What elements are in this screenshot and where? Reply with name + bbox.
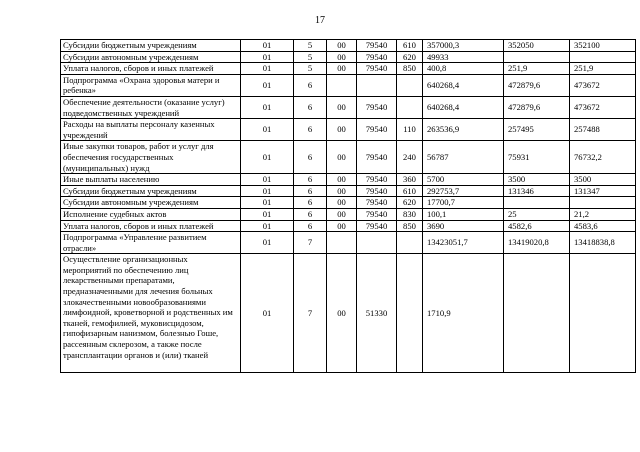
row-y2 [504,197,570,209]
row-cs: 79540 [357,197,397,209]
table-row [61,63,636,75]
row-y1: 640268,4 [423,96,504,118]
row-y3: 473672 [570,74,636,96]
row-vr [397,254,423,373]
row-y1: 100,1 [423,208,504,220]
row-y2: 352050 [504,40,570,52]
row-vr [397,232,423,254]
row-name: Субсидии бюджетным учреждениям [61,185,241,197]
row-y1: 357000,3 [423,40,504,52]
row-rz: 01 [241,174,294,186]
row-pp: 00 [327,141,357,174]
row-name: Подпрограмма «Управление развитием отрасли» [61,232,241,254]
row-y1: 263536,9 [423,119,504,141]
table-row [61,232,636,254]
row-y3: 257488 [570,119,636,141]
row-pr: 6 [294,74,327,96]
row-y3 [570,51,636,63]
row-cs [357,232,397,254]
row-rz: 01 [241,220,294,232]
row-rz: 01 [241,197,294,209]
row-cs: 79540 [357,174,397,186]
row-pr: 6 [294,185,327,197]
row-rz: 01 [241,119,294,141]
row-vr: 110 [397,119,423,141]
row-pr: 6 [294,141,327,174]
row-rz: 01 [241,254,294,373]
row-vr: 360 [397,174,423,186]
row-name: Расходы на выплаты персоналу казенных учреждений [61,119,241,141]
row-cs: 79540 [357,63,397,75]
row-cs: 79540 [357,51,397,63]
row-y2: 131346 [504,185,570,197]
row-pr: 5 [294,40,327,52]
row-pr: 5 [294,51,327,63]
row-pp: 00 [327,208,357,220]
row-y3 [570,197,636,209]
row-y3: 131347 [570,185,636,197]
row-pp: 00 [327,220,357,232]
row-y1: 17700,7 [423,197,504,209]
row-pr: 5 [294,63,327,75]
row-name: Иные выплаты населению [61,174,241,186]
row-y3: 21,2 [570,208,636,220]
row-y3: 13418838,8 [570,232,636,254]
table-row [61,208,636,220]
row-y2: 4582,6 [504,220,570,232]
row-y3 [570,254,636,373]
table-row [61,119,636,141]
row-vr: 610 [397,185,423,197]
row-vr: 830 [397,208,423,220]
row-pr: 7 [294,232,327,254]
table-row [61,220,636,232]
row-y2 [504,254,570,373]
row-cs [357,74,397,96]
row-name: Уплата налогов, сборов и иных платежей [61,63,241,75]
row-y2: 472879,6 [504,74,570,96]
row-name: Иные закупки товаров, работ и услуг для обеспечения государственных (муниципальных) нужд [61,141,241,174]
row-y1: 640268,4 [423,74,504,96]
row-y2 [504,51,570,63]
row-y1: 49933 [423,51,504,63]
row-cs: 51330 [357,254,397,373]
row-name: Субсидии автономным учреждениям [61,197,241,209]
row-name: Подпрограмма «Охрана здоровья матери и ребенка» [61,74,241,96]
row-cs: 79540 [357,141,397,174]
row-cs: 79540 [357,220,397,232]
row-rz: 01 [241,232,294,254]
row-y3: 352100 [570,40,636,52]
row-y1: 13423051,7 [423,232,504,254]
row-y3: 3500 [570,174,636,186]
row-name: Обеспечение деятельности (оказание услуг) подведомственных учреждений [61,96,241,118]
row-name: Субсидии бюджетным учреждениям [61,40,241,52]
row-y1: 400,8 [423,63,504,75]
row-vr [397,74,423,96]
table-row [61,254,636,373]
row-y3: 251,9 [570,63,636,75]
row-cs: 79540 [357,96,397,118]
row-y1: 5700 [423,174,504,186]
row-rz: 01 [241,51,294,63]
row-pr: 6 [294,197,327,209]
row-y1: 1710,9 [423,254,504,373]
page-number: 17 [315,15,325,26]
row-y2: 75931 [504,141,570,174]
row-pr: 6 [294,208,327,220]
row-pr: 6 [294,220,327,232]
row-y2: 25 [504,208,570,220]
row-vr: 620 [397,51,423,63]
row-vr: 850 [397,220,423,232]
row-name: Исполнение судебных актов [61,208,241,220]
row-y2: 472879,6 [504,96,570,118]
row-pr: 7 [294,254,327,373]
row-y2: 13419020,8 [504,232,570,254]
row-y1: 292753,7 [423,185,504,197]
row-pp [327,232,357,254]
row-vr [397,96,423,118]
row-vr: 850 [397,63,423,75]
table-row [61,74,636,96]
row-pp: 00 [327,174,357,186]
row-y1: 3690 [423,220,504,232]
row-y2: 257495 [504,119,570,141]
row-pp: 00 [327,185,357,197]
row-rz: 01 [241,96,294,118]
row-rz: 01 [241,74,294,96]
row-y2: 251,9 [504,63,570,75]
row-pp: 00 [327,40,357,52]
row-cs: 79540 [357,40,397,52]
row-rz: 01 [241,185,294,197]
table-row [61,40,636,52]
row-vr: 620 [397,197,423,209]
row-rz: 01 [241,141,294,174]
table-row [61,51,636,63]
row-name: Осуществление организационных мероприятий по обеспечению лиц лекарственными препаратами, предназначенными для лечения больных злокачественными новообразованиями лимфоидной, кроветворной и родственных им тканей, гемофилией, муковисцидозом, гипофизарным нанизмом, болезнью Гоше, рассеянным склерозом, а также после трансплантации органов и (или) тканей [61,254,241,373]
row-cs: 79540 [357,119,397,141]
row-cs: 79540 [357,185,397,197]
row-pp: 00 [327,119,357,141]
row-pp: 00 [327,254,357,373]
row-pp: 00 [327,63,357,75]
row-pr: 6 [294,174,327,186]
table-row [61,174,636,186]
row-vr: 240 [397,141,423,174]
row-rz: 01 [241,208,294,220]
table-row [61,197,636,209]
table-row [61,185,636,197]
row-cs: 79540 [357,208,397,220]
table-row [61,141,636,174]
row-name: Уплата налогов, сборов и иных платежей [61,220,241,232]
row-y3: 76732,2 [570,141,636,174]
table-row [61,96,636,118]
row-pp: 00 [327,51,357,63]
row-pr: 6 [294,96,327,118]
row-y2: 3500 [504,174,570,186]
row-pr: 6 [294,119,327,141]
row-y1: 56787 [423,141,504,174]
budget-table [60,39,636,373]
row-name: Субсидии автономным учреждениям [61,51,241,63]
row-pp: 00 [327,197,357,209]
row-rz: 01 [241,63,294,75]
row-rz: 01 [241,40,294,52]
row-y3: 473672 [570,96,636,118]
row-pp: 00 [327,96,357,118]
row-pp [327,74,357,96]
row-vr: 610 [397,40,423,52]
row-y3: 4583,6 [570,220,636,232]
